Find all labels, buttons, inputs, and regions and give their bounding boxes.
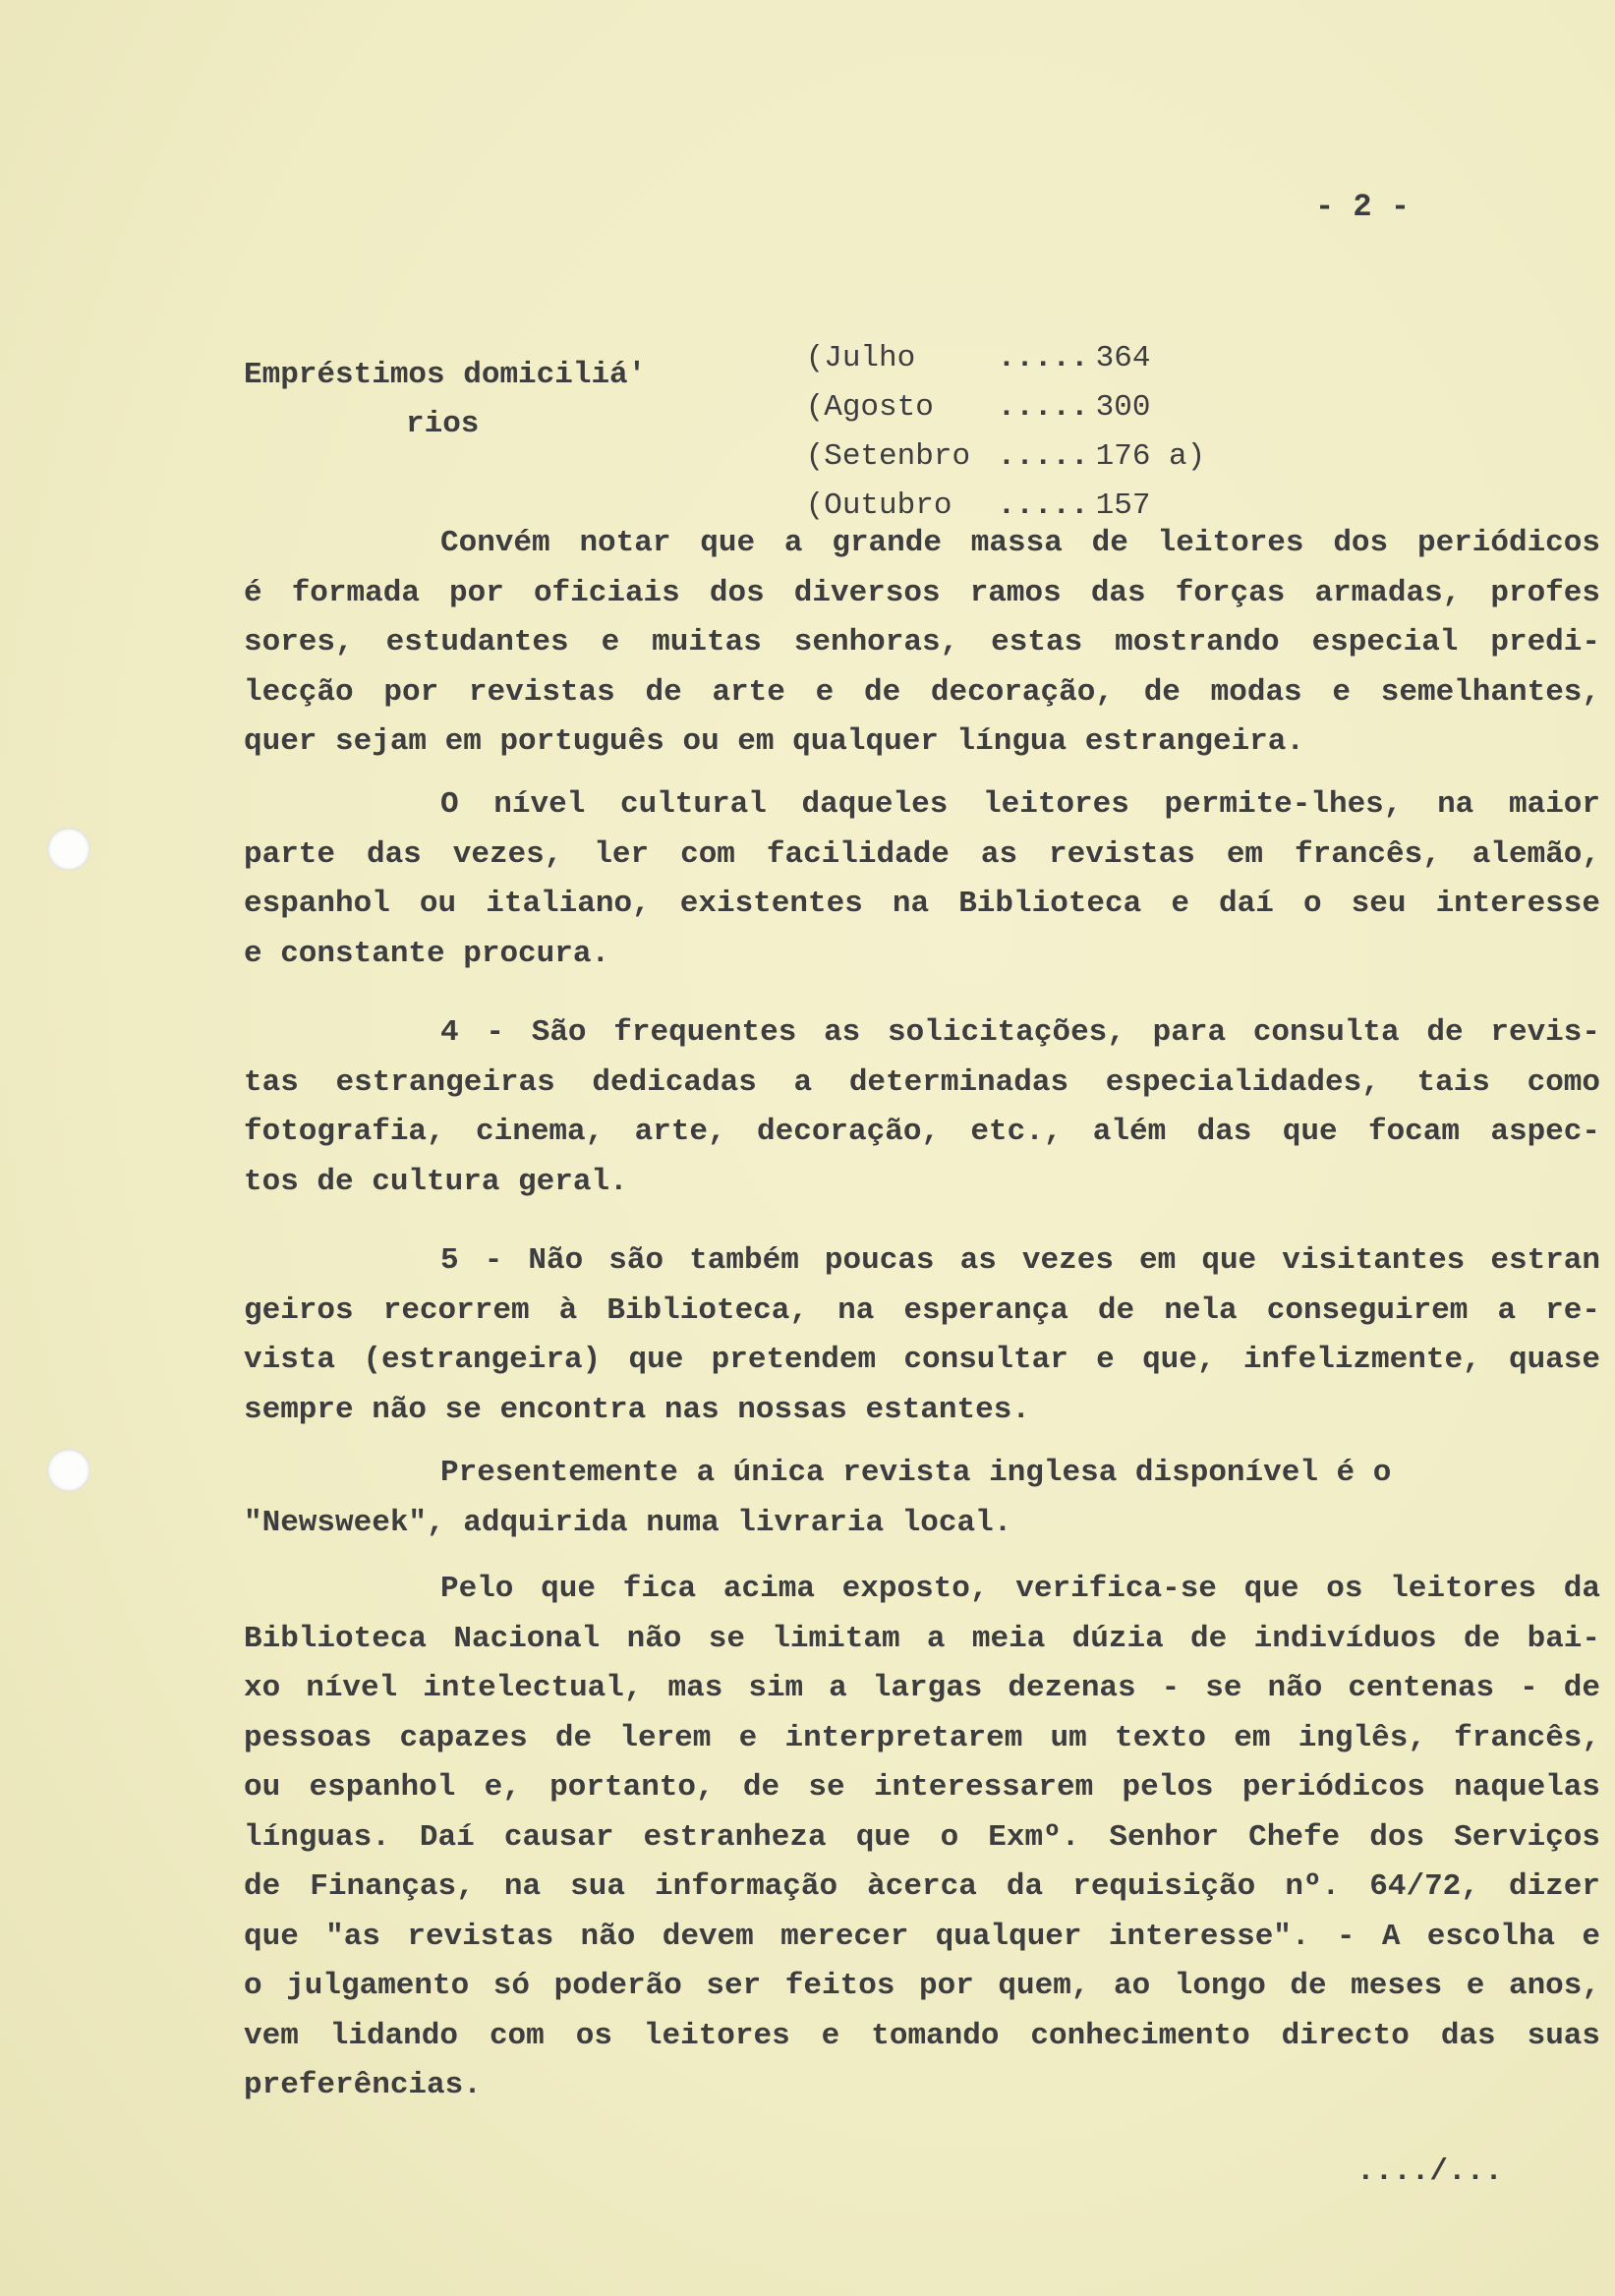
text-line: Biblioteca Nacional não se limitam a meia dúzia de indivíduos de bai- — [244, 1621, 1600, 1656]
text-line: línguas. Daí causar estranheza que o Exmº. Senhor Chefe dos Serviços — [244, 1819, 1600, 1855]
text-line: o julgamento só poderão ser feitos por quem, ao longo de meses e anos, — [244, 1969, 1600, 2003]
text-line: quer sejam em português ou em qualquer língua estrangeira. — [244, 724, 1304, 759]
text-line: Pelo que fica acima exposto, verifica-se que os leitores da — [440, 1572, 1600, 1606]
text-line: preferências. — [244, 2068, 482, 2102]
month-name: (Agosto — [805, 390, 934, 425]
text-line: espanhol ou italiano, existentes na Biblioteca e daí o seu interesse — [244, 887, 1600, 921]
text-line: 4 - São frequentes as solicitações, para consulta de revis- — [440, 1015, 1600, 1050]
text-line: e constante procura. — [244, 936, 610, 971]
paragraph-cultural-level — [244, 780, 1600, 979]
loans-label-line1: Empréstimos domiciliá' — [244, 358, 647, 392]
text-line: de Finanças, na sua informação àcerca da requisição nº. 64/72, dizer — [244, 1869, 1600, 1904]
text-line: Presentemente a única revista inglesa disponível é o — [440, 1456, 1392, 1490]
month-value: 157 — [1095, 488, 1151, 523]
text-line: fotografia, cinema, arte, decoração, etc., além das que focam aspec- — [244, 1115, 1600, 1149]
text-line: 5 - Não são também poucas as vezes em que visitantes estran — [440, 1243, 1600, 1278]
punch-hole-bottom — [47, 1449, 90, 1492]
text-line: geiros recorrem à Biblioteca, na esperança de nela conseguirem a re- — [244, 1292, 1600, 1328]
text-line: parte das vezes, ler com facilidade as revistas em francês, alemão, — [244, 836, 1600, 872]
paragraph-item-5 — [244, 1236, 1600, 1435]
text-line: "Newsweek", adquirida numa livraria local. — [244, 1505, 1012, 1540]
month-value: 364 — [1095, 341, 1151, 375]
text-line: vista (estrangeira) que pretendem consultar e que, infelizmente, quase — [244, 1343, 1600, 1377]
paragraph-conclusion — [244, 1565, 1600, 2111]
text-line: sores, estudantes e muitas senhoras, estas mostrando especial predi- — [244, 625, 1600, 660]
month-name: (Outubro — [805, 488, 952, 523]
month-dots: ..... — [997, 488, 1089, 523]
month-value: 300 — [1095, 390, 1151, 425]
text-line: vem lidando com os leitores e tomando conhecimento directo das suas — [244, 2018, 1600, 2053]
paragraph-item-4 — [244, 1008, 1600, 1207]
page-number: - 2 - — [1315, 189, 1411, 225]
loans-label-line2: rios — [406, 407, 480, 441]
punch-hole-top — [47, 828, 90, 871]
month-dots: ..... — [997, 439, 1089, 474]
paragraph-newsweek — [244, 1449, 1600, 1548]
corner-smudge — [18, 37, 116, 77]
month-dots: ..... — [997, 390, 1089, 425]
month-value: 176 a) — [1095, 439, 1206, 474]
text-line: xo nível intelectual, mas sim a largas dezenas - se não centenas - de — [244, 1671, 1600, 1705]
paragraph-readers — [244, 519, 1600, 768]
loans-table — [244, 303, 1227, 523]
text-line: é formada por oficiais dos diversos ramos das forças armadas, profes — [244, 575, 1600, 610]
month-name: (Julho — [805, 341, 916, 375]
text-line: pessoas capazes de lerem e interpretarem um texto em inglês, francês, — [244, 1720, 1600, 1755]
text-line: O nível cultural daqueles leitores permite-lhes, na maior — [440, 787, 1600, 822]
text-line: ou espanhol e, portanto, de se interessarem pelos periódicos naquelas — [244, 1770, 1600, 1805]
month-name: (Setenbro — [805, 439, 971, 474]
text-line: que "as revistas não devem merecer qualquer interesse". - A escolha e — [244, 1919, 1600, 1954]
text-line: lecção por revistas de arte e de decoração, de modas e semelhantes, — [244, 674, 1600, 710]
text-line: sempre não se encontra nas nossas estantes. — [244, 1392, 1030, 1427]
text-line: tos de cultura geral. — [244, 1164, 628, 1199]
text-line: tas estrangeiras dedicadas a determinadas especialidades, tais como — [244, 1064, 1600, 1100]
text-line: Convém notar que a grande massa de leitores dos periódicos — [440, 526, 1600, 560]
month-dots: ..... — [997, 341, 1089, 375]
continuation-mark: ..../... — [1356, 2154, 1503, 2189]
